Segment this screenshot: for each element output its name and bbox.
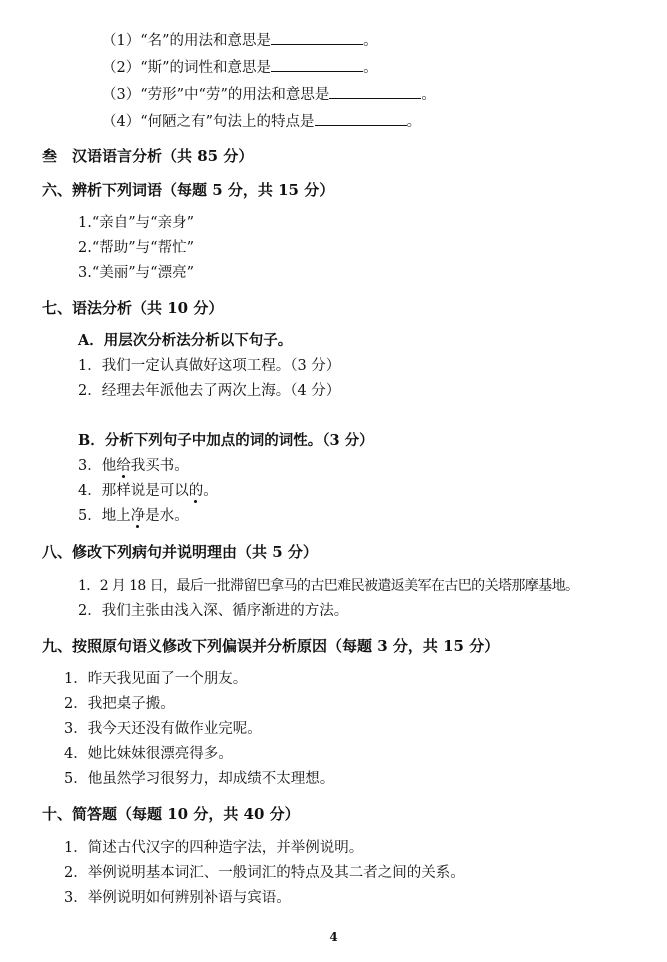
q5-part-2 [102,57,378,78]
answer-blank [329,84,421,99]
answer-blank [271,57,363,72]
sentence-text: 。 [203,483,218,499]
q5-part-4-end: 。 [406,114,422,130]
sec7-part-b-title: B．分析下列句子中加点的词的词性。（3 分） [78,432,374,449]
sentence-text: 我买书。 [130,458,189,474]
sec8-item: 1．2 月 18 日，最后一批滞留巴拿马的古巴难民被遣返美军在古巴的关塔那摩基地。 [78,578,579,594]
sentence-text: 是水。 [145,508,189,524]
dotted-word: 净 [130,508,146,524]
sec10-item: 2．举例说明基本词汇、一般词汇的特点及其二者之间的关系。 [64,865,465,881]
q5-part-3-text: （3）“劳形”中“劳”的用法和意思是 [102,87,330,103]
answer-blank [271,30,363,45]
part3-heading: 叁 汉语语言分析（共 85 分） [42,147,254,165]
q5-part-1-text: （1）“名”的用法和意思是 [102,33,272,49]
sec9-item: 3．我今天还没有做作业完呢。 [64,721,262,737]
sentence-text: 5．地上 [78,508,131,524]
q5-part-2-end: 。 [363,60,378,76]
sentence-text: 4．那样说是可以 [78,483,189,499]
sec10-item: 3．举例说明如何辨别补语与宾语。 [64,890,291,906]
sec9-heading: 九、按照原句语义修改下列偏误并分析原因（每题 3 分，共 15 分） [42,637,500,655]
q5-part-4 [102,111,421,132]
sec7-part-a-item: 2．经理去年派他去了两次上海。（4 分） [78,383,341,399]
sec8-item: 2．我们主张由浅入深、循序渐进的方法。 [78,603,349,619]
q5-part-1-end: 。 [363,33,378,49]
q5-part-4-text: （4）“何陋之有”句法上的特点是 [102,114,315,130]
sec6-item: 2.“帮助”与“帮忙” [78,240,194,256]
sec7-part-b-item [78,506,189,526]
sec7-part-a-item: 1．我们一定认真做好这项工程。（3 分） [78,358,341,374]
sec9-item: 1．昨天我见面了一个朋友。 [64,671,248,687]
sec7-part-b-item [78,456,189,476]
answer-blank [315,111,407,126]
sec10-heading: 十、简答题（每题 10 分，共 40 分） [42,805,300,823]
dotted-word: 的 [188,483,204,499]
sec8-heading: 八、修改下列病句并说明理由（共 5 分） [42,543,318,561]
sec6-item: 3.“美丽”与“漂亮” [78,265,194,281]
sec7-part-b-item [78,481,218,501]
sec10-item: 1．简述古代汉字的四种造字法，并举例说明。 [64,840,364,856]
sec9-item: 5．他虽然学习很努力，却成绩不太理想。 [64,771,335,787]
sec9-item: 2．我把桌子搬。 [64,696,175,712]
sentence-text: 3．他 [78,458,117,474]
sec7-part-a-title: A．用层次分析法分析以下句子。 [78,332,293,349]
sec6-heading: 六、辨析下列词语（每题 5 分，共 15 分） [42,181,335,199]
dotted-word: 给 [116,458,131,474]
q5-part-1 [102,30,378,51]
sec9-item: 4．她比妹妹很漂亮得多。 [64,746,233,762]
q5-part-3 [102,84,436,105]
q5-part-3-end: 。 [421,87,436,103]
page-number: 4 [329,930,338,944]
q5-part-2-text: （2）“斯”的词性和意思是 [102,60,272,76]
sec7-heading: 七、语法分析（共 10 分） [42,299,224,317]
sec6-item: 1.“亲自”与“亲身” [78,215,194,231]
